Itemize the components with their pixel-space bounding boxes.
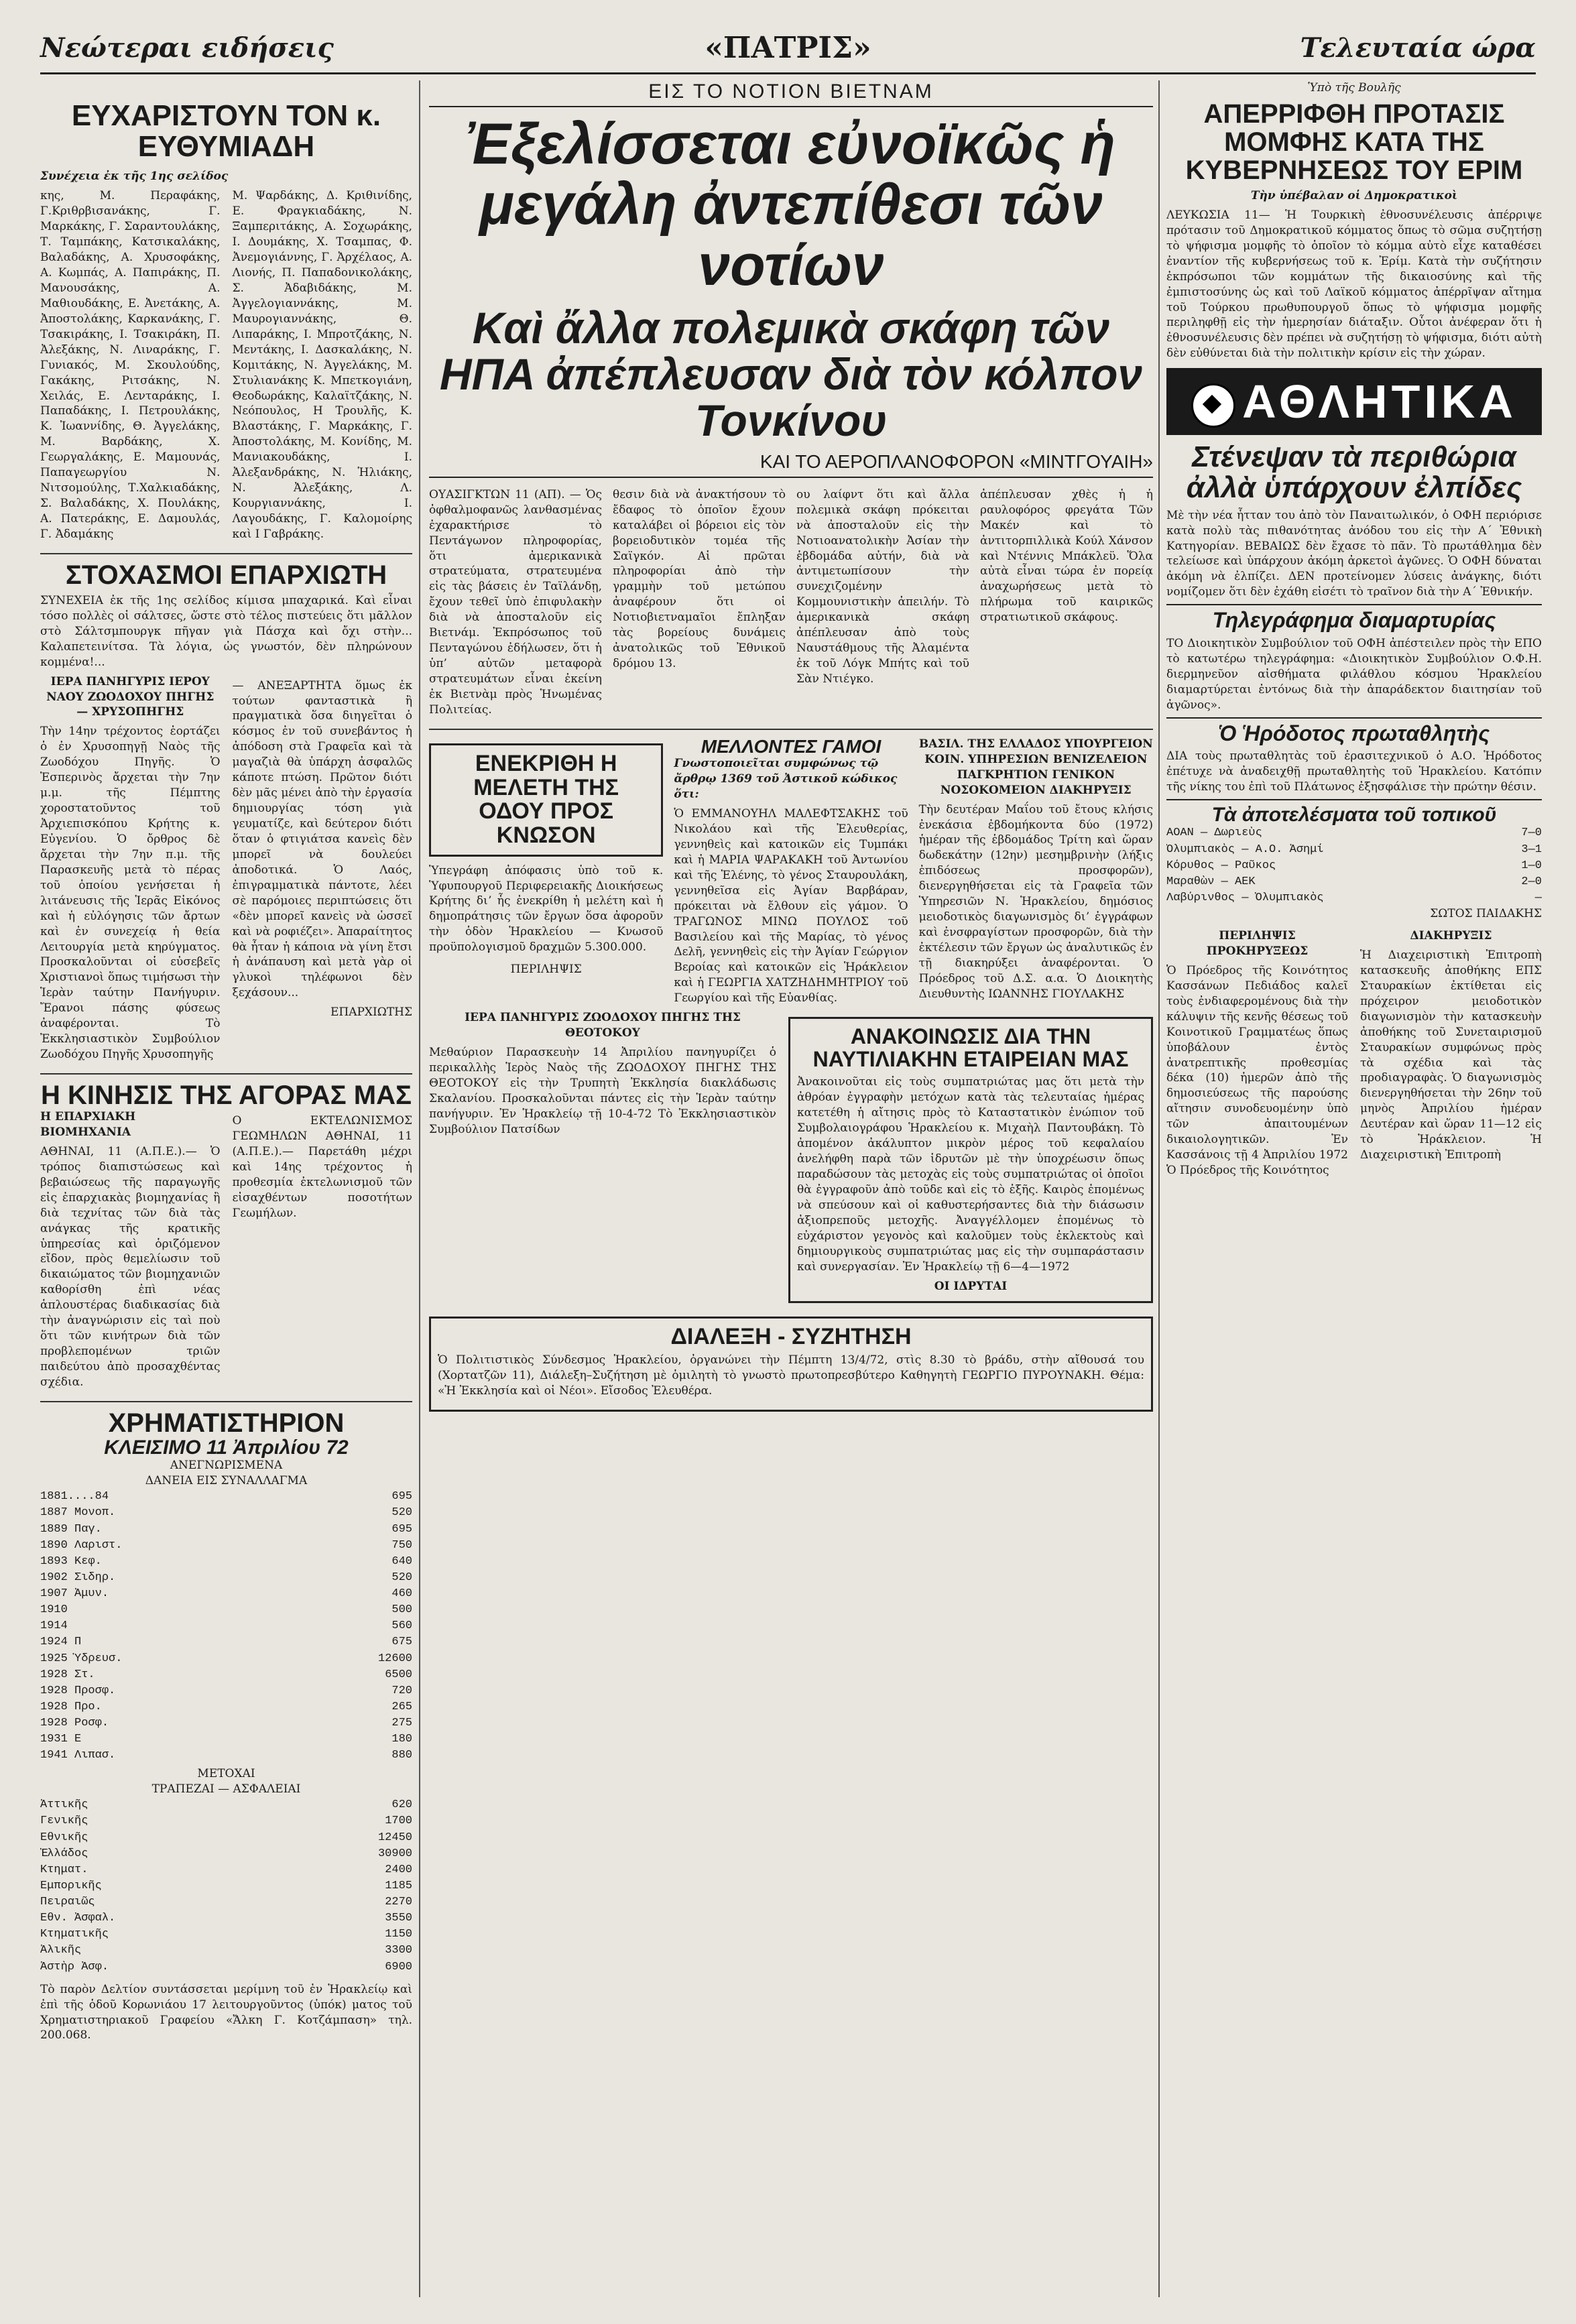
loan-row-value: 695: [391, 1522, 412, 1536]
loan-row: [40, 1570, 412, 1586]
bank-row-label: Γενικῆς: [40, 1815, 88, 1828]
loan-row-value: 880: [391, 1749, 412, 1762]
notices: [1166, 928, 1542, 1182]
loan-row: [40, 1538, 412, 1554]
sports-headline: Στένεψαν τὰ περιθώρια ἀλλὰ ὑπάρχουν ἐλπίδες: [1186, 440, 1522, 505]
loan-row-label: 1890 Λαριστ.: [40, 1538, 123, 1552]
column-divider: [419, 80, 420, 2297]
sports-text: Μὲ τὴν νέα ἧτταν του ἀπὸ τὸν Παναιτωλικόν, ὁ ΟΦΗ περιόρισε κατὰ πολὺ τὰς πιθανότητας ἀνόδου του εἰς τὴν Α΄ Ἐθνικὴ Κατηγορίαν. ΒΕΒΑΙΩΣ δὲν ἔχασε τὸ πᾶν. Τὸ πρωτάθλημα δὲν τελείωσε καὶ ὑπάρχουν ἀκόμη ἀρκετοὶ ἀγῶνες. Ὁ ΟΦΗ δύναται ἀκόμη νὰ ἐλπίζει. ΔΕΝ προτείνομεν λύσεις ἀνάγκης, διότι νομίζομεν ὅτι δὲν ἐχάθη εἰσέτι τὸ τραῖνον διὰ τὴν Α΄ Ἐθνικήν.: [1166, 508, 1542, 599]
story-part-1: ΟΥΑΣΙΓΚΤΩΝ 11 (ΑΠ). — Ὁς ὀφθαλμοφανῶς λανθασμένας ἐχαρακτήρισε τὸ Πεντάγωνον πληροφορίας, ὅτι ἀμερικανικὰ στρατεύματα, στρατευμένα εἰς τὰς βάσεις ἐν Ταϊλάνδῃ, ἔχουν τεθεῖ ὑπὸ ἐπιφυλακὴν διὰ νὰ ἀποσταλοῦν εἰς Βιετνάμ. Ἐκπρόσωπος τοῦ Πενταγώνου ἐδήλωσεν, ὅτι ἡ ὑπ’ αὐτῶν μεταφορὰ στρατευμάτων εἶναι ἐκείνη ἐκ Βιετνὰμ πρὸς Ἡνωμένας Πολιτείας.: [429, 487, 602, 717]
bank-row: [40, 1830, 412, 1846]
bank-row-value: 1185: [385, 1879, 412, 1892]
result-row-value: 7—0: [1521, 827, 1542, 840]
headline-kinisis: Η ΚΙΝΗΣΙΣ ΤΗΣ ΑΓΟΡΑΣ ΜΑΣ: [41, 1081, 412, 1110]
shipping-notice-box: [788, 1017, 1153, 1302]
result-row-label: Κόρυθος — Ραῦκος: [1166, 859, 1276, 872]
names-columns: [40, 184, 412, 546]
market-columns: [40, 1109, 412, 1394]
result-row-label: Μαραθὼν — ΑΕΚ: [1166, 875, 1256, 888]
essay-signature: ΕΠΑΡΧΙΩΤΗΣ: [330, 1005, 412, 1020]
loan-row-value: 695: [391, 1490, 412, 1504]
essay-text: — ΑΝΕΞΑΡΤΗΤΑ ὅμως ἐκ τούτων φανταστικὰ ἢ πραγματικὰ ὅσα διηγεῖται ὁ κόσμος ἐν τοῦ συνεβάντος ἡ ἀπόδοση στὰ Γραφεῖα καὶ τὰ μαγαζιὰ θὰ ὑπάρχη ἀσφαλῶς κάποτε πτώση. Πρῶτον διότι δὲν μᾶς μένει ἀπὸ τὴν ἐργασία δημιουργίας τόση γιὰ γευματίζε, καὶ δεύτερον διότι ὅταν ὁ φτιγιάτσα κανεὶς δὲν μπορεῖ νὰ δουλεύει ἀποδοτικά. Ὁ Λαός, ἐπιγραμματικὰ πάντοτε, λέει σὲ παρόμοιες περιπτώσεις ὅτι «δὲν μπορεῖ κανεὶς νὰ ὡσσεῖ καὶ νὰ ροφιέζει». Ἀπαραίτητος θὰ ἦταν ἡ κάποια νὰ γίνη ἔτσι ἡ ἀνάπαυση καὶ μετὰ γὰρ οἱ γλυκοὶ τηλέφωνοι δὲν ξεχάσουν...: [232, 678, 412, 1000]
loan-row-label: 1889 Παγ.: [40, 1522, 102, 1536]
loan-row-value: 180: [391, 1733, 412, 1746]
bank-row-value: 6900: [385, 1960, 412, 1973]
bank-row-label: Ἀττικῆς: [40, 1798, 88, 1812]
continued-note: Συνέχεια ἐκ τῆς 1ης σελίδος: [40, 170, 229, 184]
bank-row: [40, 1959, 412, 1975]
loan-row-value: 750: [391, 1538, 412, 1552]
shares-title: ΜΕΤΟΧΑΙ: [197, 1767, 255, 1781]
names-list-2: Μ. Ψαρδάκης, Δ. Κριθινίδης, Ε. Φραγκιαδάκης, Ν. Ξαμπεριτάκης, Α. Σοχωράκης, Ι. Δουμάκης, Χ. Τσαμπας, Φ. Ἀνεμογιάννης, Γ. Ἀρχέλαος, Α. Λιονής, Π. Παπαδονικολάκης, Σ. Ἀδαβιδάκης, Μ. Ἀγγελογιαννάκης, Μ. Μαυρογιαννάκης, Θ. Λιπαράκης, Ι. Μπροτζάκης, Ν. Μεντάκης, Ι. Δασκαλάκης, Ν. Κομιτάκης, Ν. Ἀγγελάκης, Μ. Στυλιανάκης Κ. Μπετκογιάνη, Θεοδωράκης, Καλαϊτζάκης, Ν. Νεόπουλος, Η Τρουλῆς, Κ. Βλαστάκης, Γ. Μαρκάκης, Γ. Ἀποστολάκης, Μ. Κονίδης, Μ. Μανιακουδάκης, Ι. Ἀλεξανδράκης, Ν. Ἡλιάκης, Ν. Ἀλεξάκης, Λ. Κουργιαννάκης, Ι. Λαγουδάκης, Γ. Καλομοίρης καὶ Ι Γαβράκης.: [232, 189, 412, 541]
loan-row: [40, 1715, 412, 1731]
loan-row-label: 1910: [40, 1603, 68, 1617]
bank-row-value: 1700: [385, 1815, 412, 1828]
bank-row-label: Κτηματικῆς: [40, 1928, 109, 1941]
loan-row-value: 500: [391, 1603, 412, 1617]
erim-text: ΛΕΥΚΩΣΙΑ 11— Ἡ Τουρκικὴ ἐθνοσυνέλευσις ἀπέρριψε πρότασιν τοῦ Δημοκρατικοῦ κόμματος ὅπως τὸ σῶμα συζητήσῃ τὸ ψήφισμα μομφῆς τὸ ὁποῖον τὸ κόμμα αὐτὸ εἶχε καταθέσει ἐναντίον τῆς κυβερνήσεως τοῦ κ. Ἐρίμ. Κατὰ τὴν συζήτησιν ἐκπρόσωποι τῶν κομμάτων τῆς δικαιοσύνης καὶ τῆς ἐμπιστοσύνης ὡς καὶ τοῦ Λαϊκοῦ κόμματος ἀπέρρῖψαν αἴτημα τοῦ Τούρκου πρωθυπουργοῦ ὅπως τὸ ψήφισμα μομφῆς περιληφθῇ εἰς τὴν ἡμερησίαν διάταξιν. Οὗτοι ἀνέφεραν ὅτι ἡ ἐθνοσυνέλευσις δὲν πρέπει νὰ συζητήσῃ τὸ ψήφισμα, διότι αὐτὴ δὲν εὐθύνεται διὰ τὴν πολιτικὴν κρίσιν εἰς τὴν χώραν.: [1166, 208, 1542, 361]
headline-efxaristoun: ΕΥΧΑΡΙΣΤΟΥΝ ΤΟΝ κ. ΕΥΘΥΜΙΑΔΗ: [71, 99, 381, 164]
weddings-text: Ὁ ΕΜΜΑΝΟΥΗΛ ΜΑΛΕΦΤΣΑΚΗΣ τοῦ Νικολάου καὶ τῆς Ἐλευθερίας, γεννηθεὶς καὶ κατοικῶν εἰς Τυμπάκι καὶ ἡ ΜΑΡΙΑ ΨΑΡΑΚΑΚΗ τοῦ Ἀντωνίου καὶ τῆς Ἑλένης, τὸ γένος Σταυρουλάκη, γεννηθεῖσα εἰς Ἀγίαν Βαρβάραν, πρόκειται νὰ ἔλθουν εἰς γάμον. Ὁ ΤΡΑΓΩΝΟΣ ΜΙΝΩ ΠΟΥΛΟΣ τοῦ Βασιλείου καὶ τῆς Μαρίας, τὸ γένος Δελῆ, γεννηθεὶς εἰς τὴν Ἁγίαν Γεώργιον Βεροίας καὶ κατοικῶν εἰς Ἡράκλειον καὶ ἡ ΓΕΩΡΓΙΑ ΧΑΤΖΗΔΗΜΗΤΡΙΟΥ τοῦ Γεωργίου καὶ τῆς Εὐανθίας.: [674, 807, 908, 1005]
bank-row-label: Ἀστὴρ Ἀσφ.: [40, 1960, 109, 1973]
loan-row-label: 1902 Σιδηρ.: [40, 1571, 116, 1584]
results-table: [1166, 825, 1542, 906]
loan-row-label: 1931 Ε: [40, 1733, 82, 1746]
bank-row: [40, 1797, 412, 1813]
result-row-value: 2—0: [1521, 875, 1542, 888]
left-column: [40, 80, 412, 2297]
telegram-text: ΤΟ Διοικητικὸν Συμβούλιον τοῦ ΟΦΗ ἀπέστειλεν πρὸς τὴν ΕΠΟ τὸ κατωτέρω τηλεγράφημα: «Διοικητικὸν Συμβούλιον Ο.Φ.Η. διερμηνεῦον αἰσθήματα φιλάθλου κόσμου Ἡρακλείου διαμαρτύρεται ἐντόνως διὰ τὴν ἀπαράδεκτον διαιτησίαν τοῦ ἀγῶνος».: [1166, 636, 1542, 712]
result-row: [1166, 858, 1542, 874]
story-part-4: ἀπέπλευσαν χθὲς ἡ ἡ ραυλοφόρος φρεγάτα Τῶν Μακέν καὶ τὸ ἀντιτορπιλλικὰ Κούλ Χάνσον καὶ Ντέννις Μπάκλεϋ. Ὅλα αὐτὰ εἶναι τώρα ἐν πορείᾳ ἀναχωρήσεως μετὰ τὸ πλήρωμα τοῦ καιρικῶς στρατιωτικοῦ σκάφους.: [980, 487, 1153, 625]
feast-and-essay: [40, 674, 412, 1066]
loan-row-label: 1941 Λιπασ.: [40, 1749, 116, 1762]
feast2-text: Μεθαύριον Παρασκευὴν 14 Ἀπριλίου πανηγυρίζει ὁ περικαλλὴς Ἱερὸς Ναὸς τῆς ΖΩΟΔΟΧΟΥ ΠΗΓΗΣ ΤΗΣ ΘΕΟΤΟΚΟΥ εἰς τὴν Τρυπητὴ Ἐκκλησία διακλάδωσις Σκαλανίου. Προσκαλοῦνται πάντες εἰς τὴν Ἱερὰν ταύτην πανήγυριν. Ἐν Ἡρακλείῳ τῇ 10-4-72 Τὸ Ἐκκλησιαστικὸν Συμβούλιον Πατσίδων: [429, 1046, 776, 1136]
weddings-sub: Γνωστοποιεῖται συμφώνως τῷ ἄρθρῳ 1369 τοῦ Ἀστικοῦ κώδικος ὅτι:: [674, 757, 898, 802]
erim-sub: Τὴν ὑπέβαλαν οἱ Δημοκρατικοὶ: [1250, 188, 1458, 202]
bank-row-value: 3550: [385, 1912, 412, 1925]
loan-row-label: 1928 Στ.: [40, 1668, 95, 1681]
divider: [429, 729, 1153, 730]
right-column: [1166, 80, 1542, 2297]
herodotos-text: ΔΙΑ τοὺς πρωταθλητὰς τοῦ ἐρασιτεχνικοῦ ὁ Α.Ο. Ἡρόδοτος ἐπέτυχε νὰ ἀναδειχθῇ πρωταθλητὴς τοῦ Ἡρακλείου. Κατόπιν τῆς νίκης του ἐπὶ τοῦ Πλάτωνος ἐξησφάλισε τὴν πρώτην θέσιν.: [1166, 749, 1542, 794]
bank-row-label: Κτηματ.: [40, 1863, 88, 1876]
headline-erim: ΑΠΕΡΡΙΦΘΗ ΠΡΟΤΑΣΙΣ ΜΟΜΦΗΣ ΚΑΤΑ ΤΗΣ ΚΥΒΕΡΝΗΣΕΩΣ ΤΟΥ ΕΡΙΜ: [1185, 99, 1523, 185]
proclamation-title: ΠΕΡΙΛΗΨΙΣ ΠΡΟΚΗΡΥΞΕΩΣ: [1206, 929, 1309, 958]
result-row-value: 3—1: [1521, 843, 1542, 856]
telegram-headline: Τηλεγράφημα διαμαρτυρίας: [1166, 604, 1542, 632]
loan-row-value: 675: [391, 1636, 412, 1649]
shipping-notice-text: Ἀνακοινοῦται εἰς τοὺς συμπατριώτας μας ὅτι μετὰ τὴν ἀθρόαν ἐγγραφὴν μετόχων κατὰ τὰς τελευταίας ἡμέρας κατετέθη ἡ αἴτησις πρὸς τὸ Καταστατικὸν ἐνώπιον τοῦ Συμβολαιογράφου Ἡρακλείου κ. Μιχαὴλ Παντουβάκη. Τὸ ἀπομένον ἀκάλυπτον μικρὸν μέρος τοῦ κεφαλαίου ἀνελήφθη παρὰ τῶν ἱδρυτῶν μὲ τὴν ὑποχρέωσιν ὅπως παραδώσουν τὰς μετοχὰς εἰς τοὺς συμπατριώτας οἱ ὁποῖοι θὰ ἐγγραφοῦν ἀπὸ τοῦδε καὶ εἰς τὸ ἑξῆς. Καιρὸς ἐπομένως νὰ σπεύσουν καὶ οἱ καθυστερήσαντες διὰ τὴν διάσωσιν ἀξιοπρεποῦς μετοχῆς. Ἀναγγέλλομεν ἐπομένως τὸ εὐχάριστον γεγονὸς καὶ καλοῦμεν τοὺς ἐκλεκτοὺς καὶ δημιουργικοὺς συμπατριώτας μας εἰς τὴν συμπαράστασιν καὶ συνεργασίαν. Ἐν Ἡρακλείῳ τῇ 6—4—1972: [797, 1075, 1144, 1274]
loan-row: [40, 1522, 412, 1538]
result-row: [1166, 890, 1542, 906]
loan-row: [40, 1554, 412, 1570]
mid-section: [429, 737, 1153, 1010]
shipping-notice-title: ΑΝΑΚΟΙΝΩΣΙΣ ΔΙΑ ΤΗΝ ΝΑΥΤΙΛΙΑΚΗΝ ΕΤΑΙΡΕΙΑΝ ΜΑΣ: [812, 1024, 1129, 1071]
tender-title: ΔΙΑΚΗΡΥΞΙΣ: [1410, 929, 1492, 942]
deck-midway: ΚΑΙ ΤΟ ΑΕΡΟΠΛΑΝΟΦΟΡΟΝ «ΜΙΝΤΓΟΥΑΙΗ»: [429, 451, 1153, 478]
loan-row-value: 520: [391, 1571, 412, 1584]
divider: [40, 1073, 412, 1075]
masthead-left: Νεώτεραι ειδήσεις: [40, 32, 334, 64]
result-row: [1166, 825, 1542, 841]
loan-row-value: 275: [391, 1717, 412, 1729]
loan-row: [40, 1731, 412, 1748]
stock-recognized: ΑΝΕΓΝΩΡΙΣΜΕΝΑ: [170, 1459, 283, 1473]
bank-row: [40, 1927, 412, 1943]
result-row: [1166, 874, 1542, 890]
loan-row-label: 1881....84: [40, 1490, 109, 1504]
market-subhead: Η ΕΠΑΡΧΙΑΚΗ ΒΙΟΜΗΧΑΝΙΑ: [40, 1110, 136, 1139]
bank-row-label: Ἐθνικῆς: [40, 1831, 88, 1844]
loan-row: [40, 1634, 412, 1650]
knossos-headline: ΕΝΕΚΡΙΘΗ Η ΜΕΛΕΤΗ ΤΗΣ ΟΔΟΥ ΠΡΟΣ ΚΝΩΣΟΝ: [429, 743, 663, 857]
loan-row: [40, 1667, 412, 1683]
center-column: [429, 80, 1153, 2297]
divider: [40, 553, 412, 554]
bank-row-value: 1150: [385, 1928, 412, 1941]
result-row: [1166, 842, 1542, 858]
loan-row: [40, 1683, 412, 1699]
loan-row: [40, 1489, 412, 1505]
bank-row: [40, 1862, 412, 1878]
bank-row-label: Ἐμπορικῆς: [40, 1879, 102, 1892]
hospital-tender-text: Τὴν δευτέραν Μαΐου τοῦ ἔτους κλήσις ἐνεκάσια ἐβδομήκοντα δύο (1972) ἡμέραν τῆς ἑβδομάδος Τρίτη καὶ ὥραν δωδεκάτην (12ην) μεσημβρινὴν (λήξις ἐπιδόσεως προσφορῶν), διενεργηθήσεται εἰς τὰ Γραφεῖα τῶν Ὑπηρεσιῶν Ν. Ἡρακλείου, δημόσιος μειοδοτικὸς διαγωνισμὸς διʼ ἐγγράφων καὶ ἐνσφραγίστων προσφορῶν, διὰ τὴν ἐκτέλεσιν τῶν ἔργων ὡς ἀναλυτικῶς ἐν τῇ διακηρύξει ἀναφέρονται. Ὁ Πρόεδρος τοῦ Δ.Σ. α.α. Ὁ Διοικητὴς Διευθυντὴς ΙΩΑΝΝΗΣ ΓΙΟΥΛΑΚΗΣ: [918, 802, 1153, 1001]
feast-title: ΙΕΡΑ ΠΑΝΗΓΥΡΙΣ ΙΕΡΟΥ ΝΑΟΥ ΖΩΟΔΟΧΟΥ ΠΗΓΗΣ — ΧΡΥΣΟΠΗΓΗΣ: [46, 674, 215, 719]
football-icon: [1191, 383, 1235, 428]
stock-footer-note: Τὸ παρὸν Δελτίον συντάσσεται μερίμνη τοῦ ἐν Ἡρακλείῳ καὶ ἐπὶ τῆς ὁδοῦ Κορωνιάου 17 λειτουργοῦντος (ὑπόκ) ματος τοῦ Χρηματιστηριακοῦ Γραφείου «Ἄλκη Γ. Κοτζάμπαση» τηλ. 200.068.: [40, 1982, 412, 2042]
banks-table: [40, 1797, 412, 1975]
headline-xrimatistirion: ΧΡΗΜΑΤΙΣΤΗΡΙΟΝ: [108, 1408, 345, 1438]
knossos-text: Ὑπεγράφη ἀπόφασις ὑπὸ τοῦ κ. Ὑφυπουργοῦ Περιφερειακῆς Διοικήσεως Κρήτης διʼ ἧς ἐνεκρίθη ἡ μελέτη καὶ ἡ δημοπράτησις τῶν ἔργων ὅσα ἀφοροῦν τὴν ὁδὸν Ἡρακλείου — Κνωσοῦ προϋπολογισμοῦ δραχμῶν 5.300.000.: [429, 863, 664, 955]
bank-row-label: Ἑλλάδος: [40, 1847, 88, 1860]
loan-row-label: 1928 Ροσφ.: [40, 1717, 109, 1729]
loan-row: [40, 1505, 412, 1521]
lecture-box: [429, 1317, 1153, 1412]
bank-row-value: 620: [391, 1798, 412, 1812]
tender-text: Ἡ Διαχειριστικὴ Ἐπιτροπὴ κατασκευῆς ἀποθήκης ΕΠΣ Σταυρακίων ἐκτίθεται εἰς πρόχειρον μειοδοτικὸν διαγωνισμὸν τὴν κατασκευὴν ἀποθήκης τοῦ Συνεταιρισμοῦ Σταυρακίων συμφώνως πρὸς τὰ σχέδια καὶ τὰς προδιαγραφὰς. Ὁ διαγωνισμὸς διενεργηθήσεται τὴν 26ην τοῦ μηνὸς Ἀπριλίου ἡμέραν Δευτέραν καὶ ὥραν 11—12 εἰς τὸ Ἡράκλειον. Ἡ Διαχειριστικὴ Ἐπιτροπὴ: [1360, 948, 1542, 1162]
result-row-value: —: [1534, 891, 1542, 904]
bank-row-label: Ἀλικῆς: [40, 1944, 82, 1957]
feast2-title: ΙΕΡΑ ΠΑΝΗΓΥΡΙΣ ΖΩΟΔΟΧΟΥ ΠΗΓΗΣ ΤΗΣ ΘΕΟΤΟΚΟΥ: [465, 1011, 741, 1040]
loan-row-label: 1893 Κεφ.: [40, 1554, 102, 1568]
loan-row-value: 560: [391, 1619, 412, 1633]
loan-row-label: 1914: [40, 1619, 68, 1633]
sports-banner-label: ΑΘΛΗΤΙΚΑ: [1242, 375, 1517, 428]
loan-row-value: 265: [391, 1700, 412, 1713]
bank-row-value: 2400: [385, 1863, 412, 1876]
result-row-label: ΑΟΑΝ — Δωριεὺς: [1166, 827, 1262, 840]
bank-row-label: Ἐθν. Ἀσφαλ.: [40, 1912, 116, 1925]
bank-row-label: Πειραιῶς: [40, 1896, 95, 1908]
loan-row-value: 6500: [385, 1668, 412, 1681]
names-list-1: κης, Μ. Περαφάκης, Γ.Κριθρβισανάκης, Γ. Μαρκάκης, Γ. Σαραντουλάκης, Τ. Ταμπάκης, Κατσικαλάκης, Βαλαδάκης, Α. Χρυσοφάκης, Α. Κωμπάς, Α. Παπιράκης, Π. Μανουσάκης, Α. Μαθιουδάκης, Ε. Ἀνετάκης, Α. Ἀποστολάκης, Καρκανάκης, Γ. Τσακιράκης, Ι. Τσακιράκη, Π. Ἀλεξάκης, Ν. Λιναράκης, Γ. Γυνιακός, Μ. Σκουλούδης, Γακάκης, Ριτσάκης, Ν. Χειλάς, Ε. Λενταράκης, Ι. Παπαδάκης, Ι. Πετρουλάκης, Κ. Ἰωαννίδης, Θ. Ἀγγελάκης, Μ. Βαρδάκης, Χ. Γεωργαλάκης, Ε. Μαμουνάς, Παπαγεωργίου Ν. Νιτσομούλης, Τ.Χαλκιαδάκης, Σ. Βαλαδάκης, Χ. Πουλάκης, Α. Πατεράκης, Ε. Δαμουλάς, Γ. Ἀδαμάκης: [40, 189, 221, 541]
bank-row: [40, 1813, 412, 1829]
herodotos-headline: Ὁ Ἡρόδοτος πρωταθλητὴς: [1166, 717, 1542, 745]
masthead: [40, 25, 1536, 74]
divider: [40, 1401, 412, 1402]
loan-row: [40, 1602, 412, 1618]
loan-row-value: 640: [391, 1554, 412, 1568]
bottom-center: [429, 1010, 1153, 1309]
loan-row: [40, 1586, 412, 1602]
banks-title: ΤΡΑΠΕΖΑΙ — ΑΣΦΑΛΕΙΑΙ: [151, 1782, 301, 1796]
loan-row: [40, 1748, 412, 1764]
result-row-label: Λαβύρινθος — Ὀλυμπιακὸς: [1166, 891, 1324, 904]
result-row-label: Ὀλυμπιακὸς — Α.Ο. Ἀσημί: [1166, 843, 1324, 856]
masthead-title: «ΠΑΤΡΙΣ»: [705, 31, 871, 65]
loan-row-value: 460: [391, 1587, 412, 1600]
main-headline: Ἐξελίσσεται εὐνοϊκῶς ἡ μεγάλη ἀντεπίθεσι τῶν νοτίων: [467, 112, 1115, 298]
vietnam-story: [429, 483, 1153, 722]
loan-row: [40, 1651, 412, 1667]
loan-row-label: 1925 Ὑδρευσ.: [40, 1652, 123, 1665]
bank-row: [40, 1846, 412, 1862]
bank-row-value: 30900: [377, 1847, 412, 1860]
loan-row-label: 1928 Προσφ.: [40, 1684, 116, 1697]
result-row-value: 1—0: [1521, 859, 1542, 872]
loan-row-label: 1928 Προ.: [40, 1700, 102, 1713]
bank-row: [40, 1878, 412, 1894]
customs-text: Ο ΕΚΤΕΛΩΝΙΣΜΟΣ ΓΕΩΜΗΛΩΝ ΑΘΗΝΑΙ, 11 (Α.Π.Ε.).— Παρετάθη μέχρι καὶ 14ης τρέχοντος ἡ προθεσμία ἐκτελωνισμοῦ τῶν εἰσαχθέντων ποσοτήτων Γεωμήλων.: [232, 1114, 412, 1220]
bank-row-value: 2270: [385, 1896, 412, 1908]
loan-row-value: 520: [391, 1506, 412, 1520]
bank-row: [40, 1943, 412, 1959]
lecture-text: Ὁ Πολιτιστικὸς Σύνδεσμος Ἡρακλείου, ὀργανώνει τὴν Πέμπτη 13/4/72, στὶς 8.30 τὸ βράδυ, στὴν αἴθουσά του (Χορτατζῶν 11), Διάλεξη–Συζήτηση μὲ ὁμιλητὴ τὸ γνωστὸ πρωτοπρεσβύτερο Καθηγητὴ ΓΕΩΡΓΙΟ ΠΥΡΟΥΝΑΚΗ. Θέμα: «Ἡ Ἐκκλησία καὶ οἱ Νέοι». Εἴσοδος Ἐλευθέρα.: [438, 1353, 1144, 1398]
loan-row-value: 720: [391, 1684, 412, 1697]
results-headline: Τὰ ἀποτελέσματα τοῦ τοπικοῦ: [1166, 799, 1542, 826]
bank-row: [40, 1894, 412, 1910]
column-divider: [1158, 80, 1160, 2297]
results-signature: ΣΩΤΟΣ ΠΑΙΔΑΚΗΣ: [1430, 907, 1542, 921]
stock-loans-title: ΔΑΝΕΙΑ ΕΙΣ ΣΥΝΑΛΛΑΓΜΑ: [145, 1474, 308, 1488]
story-part-3: ου λαίφντ ὅτι καὶ ἄλλα πολεμικὰ σκάφη πρόκειται νὰ ἀποσταλοῦν εἰς τὴν Νοτιοανατολικὴν Ἀσίαν τὴν ἑβδομάδα αὐτήν, διὰ νὰ ἀντιμετωπίσουν τὴν συνεχιζομένην Κομμουνιστικὴν ἀπειλήν. Τὸ ἀμερικανικὰ σκάφη ἀπέπλευσαν ἀπὸ τοὺς Ναυστάθμους τῆς Ἀλαμέντα ἐκ τοῦ Λόγκ Μπήτς καὶ τοῦ Σὰν Ντιέγκο.: [796, 487, 969, 686]
bank-row-value: 3300: [385, 1944, 412, 1957]
masthead-right: Τελευταία ώρα: [1300, 32, 1536, 64]
feast-text: Τὴν 14ην τρέχοντος ἑορτάζει ὁ ἐν Χρυσοπηγῇ Ναὸς τῆς Ζωοδόχου Πηγῆς. Ὁ Ἑσπερινὸς ἄρχεται τὴν 7ην μ.μ. τῆς Πέμπτης χοροστατοῦντος τοῦ Ἀρχιεπισκόπου Κρήτης κ. Εὐγενίου. Ὁ ὄρθρος δὲ ἄρχεται τὴν 7ην π.μ. τῆς Παρασκευῆς μετὰ τὸ πέρας τοῦ ὁποίου γενήσεται ἡ λιτάνευσις τῆς Ἱερᾶς Εἰκόνος καὶ ἡ εὐλόγησις τῶν ἄρτων καὶ ἐν συνεχείᾳ ἡ θεία Λειτουργία μετὰ κηρύγματος. Προσκαλοῦνται οἱ εὐσεβεῖς Χριστιανοὶ ὅπως τιμήσωσι τὴν Ἱερὰν ταύτην Πανήγυριν. Ἔρανοι πάσης φύσεως ἀναφέρονται. Τὸ Ἐκκλησιαστικὸν Συμβούλιον Ζωοδόχου Πηγῆς Χρυσοπηγῆς: [40, 725, 221, 1062]
hospital-tender-title: ΒΑΣΙΛ. ΤΗΣ ΕΛΛΑΔΟΣ ΥΠΟΥΡΓΕΙΟΝ ΚΟΙΝ. ΥΠΗΡΕΣΙΩΝ ΒΕΝΙΖΕΛΕΙΟΝ ΠΑΓΚΡΗΤΙΟΝ ΓΕΝΙΚΟΝ ΝΟΣΟΚΟΜΕΙΟΝ ΔΙΑΚΗΡΥΞΙΣ: [918, 737, 1153, 797]
loan-row-label: 1924 Π: [40, 1636, 82, 1649]
kicker-parliament: Ὑπὸ τῆς Βουλῆς: [1307, 81, 1401, 95]
sports-banner: [1166, 368, 1542, 435]
weddings-headline: ΜΕΛΛΟΝΤΕΣ ΓΑΜΟΙ: [701, 735, 882, 757]
kicker-vietnam: ΕΙΣ ΤΟ ΝΟΤΙΟΝ ΒΙΕΤΝΑΜ: [429, 80, 1153, 107]
loan-row: [40, 1618, 412, 1634]
loan-row-label: 1887 Μονοπ.: [40, 1506, 116, 1520]
story-part-2: θεσιν διὰ νὰ ἀνακτήσουν τὸ ἔδαφος τὸ ὁποῖον ἔχουν καταλάβει οἱ βόρειοι εἰς τὸν βορειοδυτικὸν τομέα τῆς Σαϊγκόν. Αἱ πρῶται πληροφορίαι ἀπὸ τὴν γραμμὴν τοῦ μετώπου ἀναφέρουν ὅτι οἱ Νοτιοβιετναμαῖοι ἔπληξαν τὰς βορείους δυνάμεις ἀνατολικῶς τοῦ Ἐθνικοῦ δρόμου 13.: [613, 487, 786, 671]
stochasmoi-text: ΣΥΝΕΧΕΙΑ ἐκ τῆς 1ης σελίδος κίμισα μπαχαρικά. Καὶ εἶναι τόσο πολλὲς οἱ σάλτσες, ὥστε στὸ τέλος πιστεύεις ὅτι μᾶλλον στὸ Σάλτσμπουργκ πῆγαν γιὰ Πάσχα καὶ ὄχι στὴν... Καλαπετεινίτσα. Τὰ λόγια, ὡς γνωστόν, δὲν πληρώνουν κομμένα!...: [40, 593, 412, 669]
shipping-notice-sign: ΟΙ ΙΔΡΥΤΑΙ: [934, 1279, 1008, 1293]
second-headline: Καὶ ἄλλα πολεμικὰ σκάφη τῶν ΗΠΑ ἀπέπλευσαν διὰ τὸν κόλπον Τονκίνου: [439, 302, 1143, 446]
loans-table: [40, 1489, 412, 1764]
summary-label: ΠΕΡΙΛΗΨΙΣ: [510, 963, 582, 977]
market-text: ΑΘΗΝΑΙ, 11 (Α.Π.Ε.).— Ὁ τρόπος διαπιστώσεως καὶ βεβαιώσεως τῆς παραγωγῆς εἰς ἐπαρχιακὰς βιομηχανίας ἢ διὰ τεχνίτας τῶν διὰ τὰς ανάγκας τῆς κρατικῆς ὑπηρεσίας καὶ ὁριζόμενον εἴδον, πρὸς θεμελίωσιν τοῦ δικαιώματος τῶν βιομηχανιῶν καθορίσθη ἐπὶ νέας ἁπλουστέρας διαδικασίας διὰ τὴν ἀναγνώρισιν εἰς ταὶ ποὺ ὅτι τῶν κινήτρων διὰ τῶν προβλεπομένων τριῶν παιδεύτου ἀπὸ προσαχθέντας σχέδια.: [40, 1144, 221, 1389]
lecture-title: ΔΙΑΛΕΞΗ - ΣΥΖΗΤΗΣΗ: [670, 1323, 912, 1349]
stock-close-date: ΚΛΕΙΣΙΜΟ 11 Ἀπριλίου 72: [104, 1436, 349, 1459]
bank-row: [40, 1910, 412, 1927]
loan-row-label: 1907 Ἀμυν.: [40, 1587, 109, 1600]
headline-stochasmoi: ΣΤΟΧΑΣΜΟΙ ΕΠΑΡΧΙΩΤΗ: [65, 560, 387, 590]
loan-row: [40, 1699, 412, 1715]
proclamation-text: Ὁ Πρόεδρος τῆς Κοινότητος Κασσάνων Πεδιάδος καλεῖ τοὺς ἐνδιαφερομένους διὰ τὴν κάλυψιν τῆς κενῆς θέσεως τοῦ Κοινοτικοῦ Γραμματέως ὅπως ὑποβάλουν ἐντὸς ἀνατρεπτικῆς προθεσμίας δέκα (10) ἡμερῶν ἀπὸ τῆς δημοσιεύσεως τῆς παρούσης αἴτησιν συνοδευομένην ὑπὸ τῶν ἀπαιτουμένων δικαιολογητικῶν. Ἐν Κασσάνοις τῇ 4 Ἀπριλίου 1972 Ὁ Πρόεδρος τῆς Κοινότητος: [1166, 963, 1348, 1178]
loan-row-value: 12600: [377, 1652, 412, 1665]
bank-row-value: 12450: [377, 1831, 412, 1844]
